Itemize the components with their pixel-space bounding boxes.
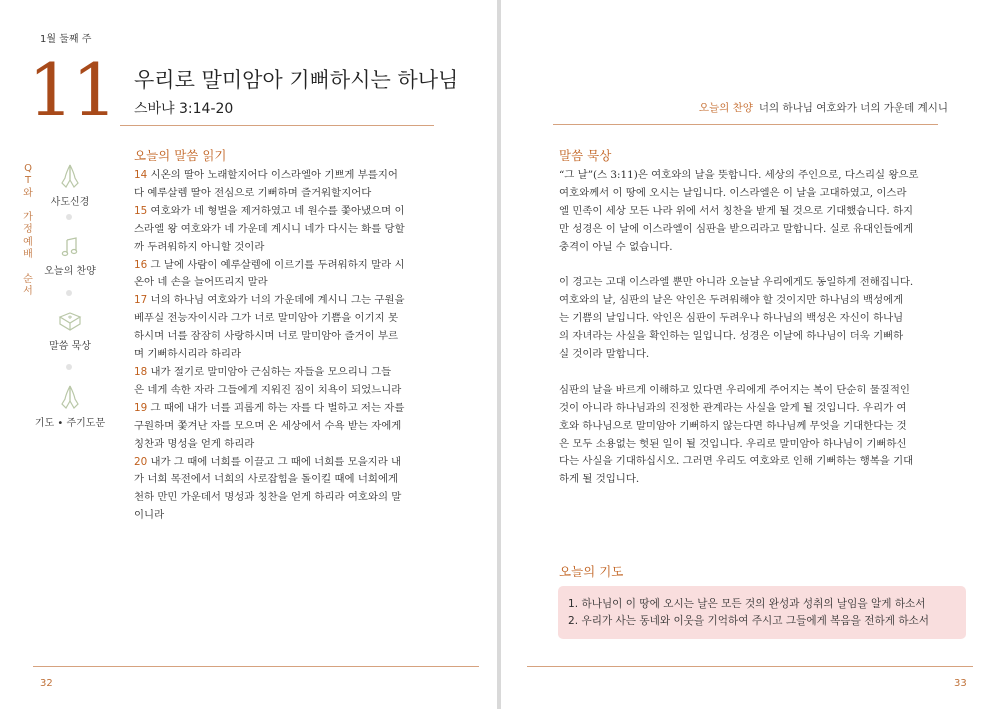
sidebar-item-apostles-creed xyxy=(30,163,110,208)
verse-line xyxy=(134,167,436,185)
footer-divider xyxy=(33,666,479,667)
verse-text: 며 기뻐하시리라 하리라 xyxy=(134,348,241,361)
title-divider xyxy=(120,125,434,126)
text-line: 는 기쁨의 날입니다. 악인은 심판이 두려우나 하나님의 백성은 자신이 하나님 xyxy=(559,312,904,325)
text-line: “그 날”(스 3:11)은 여호와의 날을 뜻합니다. 세상의 주인으로, 다스리실 왕으로 xyxy=(559,169,919,181)
footer-divider xyxy=(527,666,973,667)
verse-number: 18 xyxy=(134,365,148,378)
verse-line xyxy=(134,257,436,275)
verse-number: 14 xyxy=(134,169,148,181)
bible-icon xyxy=(57,311,83,333)
running-header-accent: 오늘의 찬양 xyxy=(698,102,753,114)
verse-text: 시온의 딸아 노래할지어다 이스라엘아 기쁘게 부를지어 xyxy=(147,169,398,181)
header-divider xyxy=(553,124,938,125)
sidebar-separator-dot xyxy=(66,364,72,370)
verse-number: 15 xyxy=(134,204,148,217)
sidebar-separator-dot xyxy=(66,290,72,296)
vertical-char: 서 xyxy=(23,285,33,297)
verse-text: 다 예루살렘 딸아 전심으로 기뻐하며 즐거워할지어다 xyxy=(134,186,372,199)
sidebar-item-label: 기도 • 주기도문 xyxy=(34,418,106,429)
verse-line xyxy=(134,418,436,436)
verse-text: 이니라 xyxy=(134,509,165,522)
scripture-reference: 스바냐 3:14-20 xyxy=(134,101,234,117)
verse-line xyxy=(134,221,436,239)
text-line: 실 것이라 말합니다. xyxy=(559,348,650,361)
verse-line xyxy=(134,436,436,454)
vertical-char: 정 xyxy=(23,224,33,236)
text-line: 은 모두 소용없는 헛된 일이 될 것입니다. 우리로 말미암아 하나님이 기뻐하신 xyxy=(559,437,907,450)
prayer-box xyxy=(558,586,966,639)
verse-line xyxy=(134,400,436,418)
page-number: 32 xyxy=(40,678,53,689)
verse-text: 칭찬과 명성을 얻게 하리라 xyxy=(134,437,255,450)
verse-text: 내가 절기로 말미암아 근심하는 자들을 모으리니 그들 xyxy=(147,365,392,378)
text-line: 여호와께서 이 땅에 오시는 날입니다. 이스라엘은 이 날을 고대하였고, 이스라 xyxy=(559,186,907,199)
meditation-heading: 말씀 묵상 xyxy=(559,148,612,163)
verse-number: 17 xyxy=(134,294,148,307)
sidebar-item-meditation xyxy=(30,311,110,352)
running-header-text: 너의 하나님 여호와가 너의 가운데 계시니 xyxy=(758,102,948,114)
verse-text: 가 너희 목전에서 너희의 사로잡힘을 돌이킬 때에 너희에게 xyxy=(134,473,399,486)
verse-line xyxy=(134,328,436,346)
vertical-char: Q xyxy=(24,163,32,174)
sidebar-item-label: 사도신경 xyxy=(50,197,90,208)
verse-line xyxy=(134,185,436,203)
music-note-icon xyxy=(60,236,80,258)
text-line: 만 성경은 이 날에 이스라엘이 심판을 받으리라고 말합니다. 실로 유대인들에게 xyxy=(559,222,914,235)
verse-text: 그 날에 사람이 예루살렘에 이르기를 두려워하지 말라 시 xyxy=(147,258,405,271)
verse-line xyxy=(134,507,436,525)
verse-number: 19 xyxy=(134,401,148,414)
text-line: 호와 하나님으로 말미암아 기뻐하지 않는다면 하나님께 무엇을 기대한다는 것 xyxy=(559,419,907,432)
page-number: 33 xyxy=(954,678,967,689)
verse-text: 천하 만민 가운데서 명성과 칭찬을 얻게 하리라 여호와의 말 xyxy=(134,491,402,504)
text-line: 이 경고는 고대 이스라엘 뿐만 아니라 오늘날 우리에게도 동일하게 전해집니다. xyxy=(559,276,914,289)
vertical-char: 와 xyxy=(23,187,33,199)
verse-number: 20 xyxy=(134,455,148,468)
verse-line xyxy=(134,292,436,310)
vertical-char: T xyxy=(24,175,32,187)
verse-text: 스라엘 왕 여호와가 네 가운데 계시니 네가 다시는 화를 당할 xyxy=(134,222,405,235)
text-line: 여호와의 날, 심판의 날은 악인은 두려워해야 할 것이지만 하나님의 백성에게 xyxy=(559,294,904,307)
sidebar-separator-dot xyxy=(66,214,72,220)
meditation-text xyxy=(559,167,959,507)
verse-text: 은 네게 속한 자라 그들에게 지워진 짐이 치욕이 되었느니라 xyxy=(134,383,402,396)
text-line: 다는 사실을 기대하십시오. 그러면 우리도 여호와로 인해 기뻐하는 행복을 기대 xyxy=(559,455,914,468)
prayer-heading: 오늘의 기도 xyxy=(559,564,624,579)
verse-text: 여호와가 네 형벌을 제거하였고 네 원수를 쫓아냈으며 이 xyxy=(147,204,405,217)
praying-hands-icon xyxy=(59,384,81,410)
meditation-paragraph xyxy=(559,167,959,257)
verse-line xyxy=(134,346,436,364)
sidebar-item-label: 말씀 묵상 xyxy=(49,341,91,352)
running-header xyxy=(699,100,948,115)
text-line: 심판의 날을 바르게 이해하고 있다면 우리에게 주어지는 복이 단순히 물질적인 xyxy=(559,383,910,396)
text-line: 엘 민족이 세상 모든 나라 위에 서서 칭찬을 받게 될 것으로 기대했습니다. 하지 xyxy=(559,204,914,217)
verse-text: 하시며 너를 잠잠히 사랑하시며 너로 말미암아 즐거이 부르 xyxy=(134,330,399,343)
text-line: 하게 될 것입니다. xyxy=(559,473,640,486)
verse-text: 너의 하나님 여호와가 너의 가운데에 계시니 그는 구원을 xyxy=(147,294,405,307)
verse-line xyxy=(134,274,436,292)
page-title: 우리로 말미암아 기뻐하시는 하나님 xyxy=(134,68,459,92)
verse-line xyxy=(134,364,436,382)
vertical-char: 가 xyxy=(23,212,33,224)
day-number: 11 xyxy=(28,48,116,132)
verse-text: 내가 그 때에 너희를 이끌고 그 때에 너희를 모을지라 내 xyxy=(147,455,402,468)
verse-line xyxy=(134,203,436,221)
text-line: 것이 아니라 하나님과의 진정한 관계라는 사실을 알게 될 것입니다. 우리가 여 xyxy=(559,401,907,414)
meditation-paragraph xyxy=(559,274,959,364)
reading-heading: 오늘의 말씀 읽기 xyxy=(134,148,227,163)
sidebar-item-label: 오늘의 찬양 xyxy=(44,266,96,277)
week-label: 1월 둘째 주 xyxy=(40,34,92,45)
meditation-paragraph xyxy=(559,382,959,489)
vertical-char: 순 xyxy=(23,273,33,285)
prayer-item: 1. 하나님이 이 땅에 오시는 날은 모든 것의 완성과 성취의 날임을 알게 하소서 xyxy=(568,598,926,610)
scripture-text xyxy=(134,167,436,525)
verse-text: 까 두려워하지 아니할 것이라 xyxy=(134,240,265,253)
vertical-char: 배 xyxy=(23,249,33,261)
praying-hands-icon xyxy=(59,163,81,189)
verse-text: 그 때에 내가 너를 괴롭게 하는 자를 다 벌하고 저는 자를 xyxy=(147,401,405,414)
vertical-char: 예 xyxy=(23,236,33,248)
prayer-item: 2. 우리가 사는 동네와 이웃을 기억하여 주시고 그들에게 복음을 전하게 하소서 xyxy=(568,615,930,627)
verse-line xyxy=(134,454,436,472)
verse-number: 16 xyxy=(134,258,148,271)
verse-line xyxy=(134,239,436,257)
sidebar-item-todays-hymn xyxy=(30,236,110,277)
text-line: 의 자녀라는 사실을 확인하는 일입니다. 성경은 이날에 하나님이 더욱 기뻐하 xyxy=(559,330,904,343)
verse-line xyxy=(134,471,436,489)
verse-text: 베푸실 전능자이시라 그가 너로 말미암아 기쁨을 이기지 못 xyxy=(134,312,399,325)
sidebar-item-prayer xyxy=(30,384,110,429)
verse-line xyxy=(134,310,436,328)
verse-line xyxy=(134,382,436,400)
text-line: 충격이 아닐 수 없습니다. xyxy=(559,240,673,253)
verse-line xyxy=(134,489,436,507)
verse-text: 온아 네 손을 늘어뜨리지 말라 xyxy=(134,276,268,289)
left-page xyxy=(0,0,497,709)
verse-text: 구원하며 쫓겨난 자를 모으며 온 세상에서 수욕 받는 자에게 xyxy=(134,419,402,432)
